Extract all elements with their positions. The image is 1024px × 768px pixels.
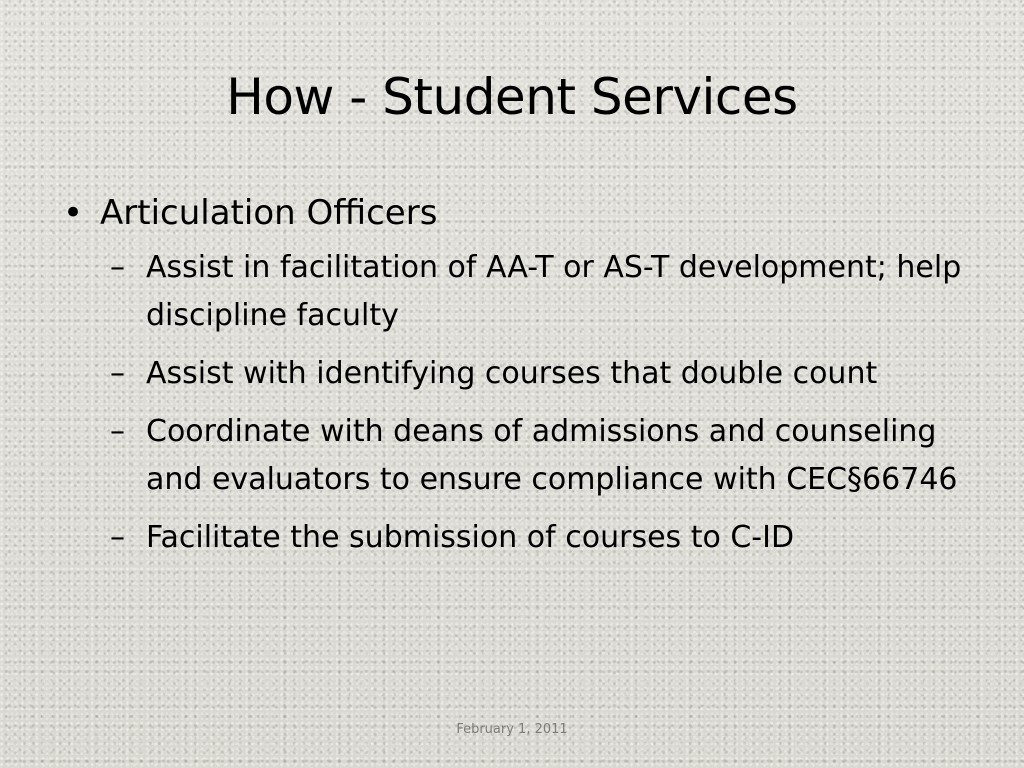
sub-bullet-text: Assist with identifying courses that double count — [146, 356, 878, 391]
bullet-text: Articulation Officers — [100, 193, 438, 233]
bullet-dot-icon: • — [62, 193, 84, 233]
sub-bullet-text: Facilitate the submission of courses to C-ID — [146, 520, 795, 555]
sub-bullet-item — [110, 244, 978, 340]
sub-bullet-item — [110, 514, 978, 562]
dash-icon: – — [110, 356, 125, 391]
dash-icon: – — [110, 414, 125, 449]
sub-bullet-text: Coordinate with deans of admissions and counseling and evaluators to ensure compliance with CEC§66746 — [146, 414, 958, 497]
sub-bullet-item — [110, 350, 978, 398]
dash-icon: – — [110, 520, 125, 555]
dash-icon: – — [110, 250, 125, 285]
slide-content — [58, 188, 978, 572]
slide-title: How - Student Services — [226, 68, 798, 126]
sub-bullet-item — [110, 408, 978, 504]
sub-bullet-text: Assist in facilitation of AA-T or AS-T development; help discipline faculty — [146, 250, 962, 333]
footer-date: February 1, 2011 — [456, 722, 568, 737]
sub-bullet-list — [110, 244, 978, 562]
bullet-articulation-officers — [58, 188, 978, 238]
